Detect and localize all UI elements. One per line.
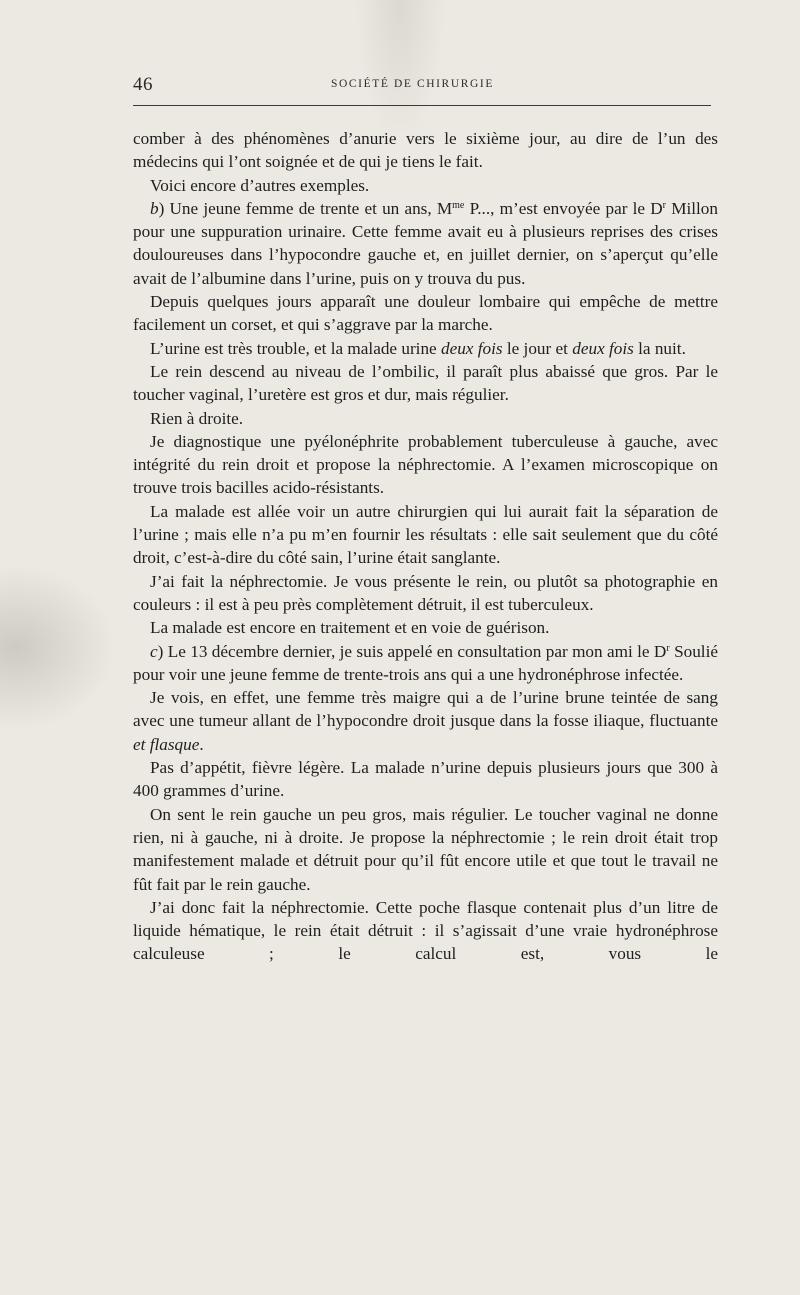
- paragraph-13: Je vois, en effet, une femme très maigre qui a de l’urine brune teintée de sang avec une tumeur allant de l’hypocondre droit jusque dans la fosse iliaque, fluctuante et flasque.: [133, 688, 718, 754]
- paragraph-2: Voici encore d’autres exemples.: [150, 175, 370, 195]
- paragraph-3: b) Une jeune femme de trente et un ans, $M^{me}$ P..., m’est envoyée par le $D^r$ Millon pour une suppuration urinaire. Cette femme avait eu à plusieurs reprises des crises douloureuses dans l’hypocondre gauche et, en juillet dernier, on s’aperçut qu’elle avait de l’albumine dans l’urine, puis on y trouva du pus.: [133, 198, 718, 288]
- paragraph-8: Je diagnostique une pyélonéphrite probablement tuberculeuse à gauche, avec intégrité du rein droit et propose la néphrectomie. A l’examen microscopique on trouve trois bacilles acido-résistants.: [133, 431, 718, 498]
- paragraph-9: La malade est allée voir un autre chirurgien qui lui aurait fait la séparation de l’urine ; mais elle n’a pu m’en fournir les résultats : elle sait seulement que du côté droit, c’est-à-dire du côté sain, l’urine était sanglante.: [133, 501, 718, 568]
- body-text: [133, 127, 718, 966]
- case-label-c: c: [150, 641, 158, 661]
- paragraph-5: L’urine est très trouble, et la malade urine deux fois le jour et deux fois la nuit.: [150, 338, 686, 358]
- paragraph-15: On sent le rein gauche un peu gros, mais régulier. Le toucher vaginal ne donne rien, ni à gauche, ni à droite. Je propose la néphrectomie ; le rein droit était trop manifestement malade et détruit pour qu’il fût encore utile et que tout le travail ne fût fait par le rein gauche.: [133, 804, 718, 894]
- paragraph-16: J’ai donc fait la néphrectomie. Cette poche flasque contenait plus d’un litre de liquide hématique, le rein était détruit : il s’agissait d’une vraie hydronéphrose calculeuse ; le calcul est, vous le: [133, 897, 718, 964]
- paragraph-1: comber à des phénomènes d’anurie vers le sixième jour, au dire de l’un des médecins qui l’ont soignée et de qui je tiens le fait.: [133, 129, 718, 172]
- case-label-b: b: [150, 198, 159, 218]
- journal-title: SOCIÉTÉ DE CHIRURGIE: [331, 78, 494, 90]
- paragraph-6: Le rein descend au niveau de l’ombilic, il paraît plus abaissé que gros. Par le toucher vaginal, l’uretère est gros et dur, mais régulier.: [133, 361, 718, 405]
- paragraph-14: Pas d’appétit, fièvre légère. La malade n’urine depuis plusieurs jours que 300 à 400 grammes d’urine.: [133, 758, 718, 801]
- running-head: [133, 74, 711, 98]
- header-rule: [133, 105, 711, 106]
- paragraph-10: J’ai fait la néphrectomie. Je vous présente le rein, ou plutôt sa photographie en couleurs : il est à peu près complètement détruit, il est tuberculeux.: [133, 571, 718, 614]
- page-number: 46: [133, 74, 153, 95]
- paragraph-11: La malade est encore en traitement et en voie de guérison.: [150, 618, 550, 638]
- paragraph-7: Rien à droite.: [150, 408, 244, 428]
- paragraph-12: c) Le 13 décembre dernier, je suis appelé en consultation par mon ami le $D^r$ Soulié pour voir une jeune femme de trente-trois ans qui a une hydronéphrose infectée.: [133, 641, 718, 684]
- paragraph-4: Depuis quelques jours apparaît une douleur lombaire qui empêche de mettre facilement un corset, et qui s’aggrave par la marche.: [133, 292, 718, 335]
